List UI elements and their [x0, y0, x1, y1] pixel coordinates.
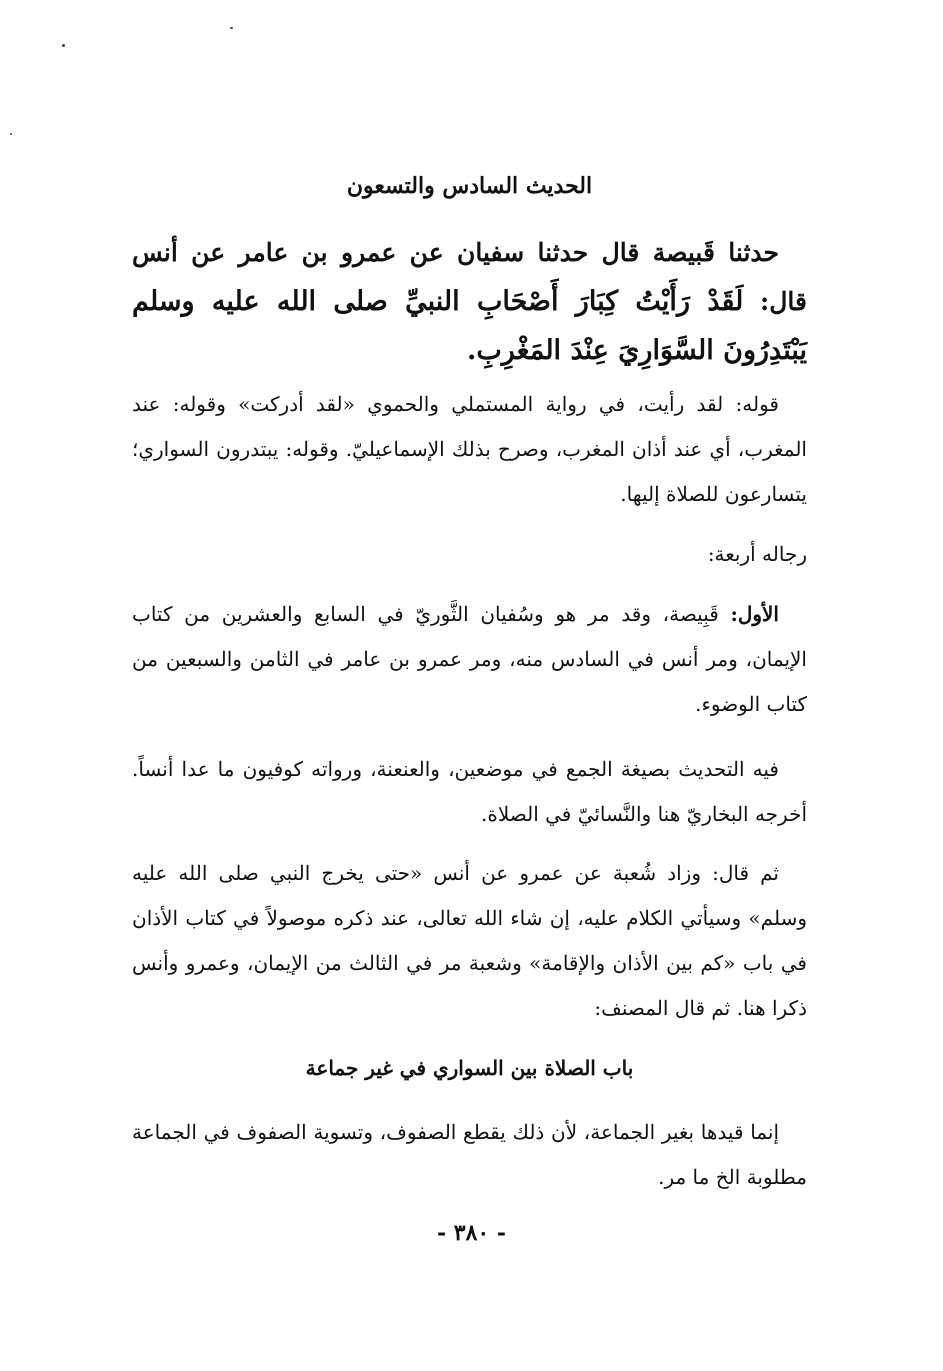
section-title: باب الصلاة بين السواري في غير جماعة [305, 1056, 634, 1080]
commentary-paragraph: قوله: لقد رأيت، في رواية المستملي والحموي «لقد أدركت» وقوله: عند المغرب، أي عند أذان المغرب، وصرح بذلك الإسماعيليّ. وقوله: يبتدرون السواري؛ يتسارعون للصلاة إليها. [132, 392, 807, 506]
section-commentary-paragraph: إنما قيدها بغير الجماعة، لأن ذلك يقطع الصفوف، وتسوية الصفوف في الجماعة مطلوبة الخ ما مر. [132, 1120, 807, 1189]
scan-speck [10, 133, 12, 135]
first-narrator-paragraph [132, 592, 807, 727]
scan-speck [230, 27, 233, 29]
hadith-text [132, 228, 807, 375]
hadith-isnad: حدثنا قَبيصة قال حدثنا سفيان عن عمرو بن عامر عن أنس قال: [132, 238, 807, 316]
chain-notes-paragraph: فيه التحديث بصيغة الجمع في موضعين، والعنعنة، ورواته كوفيون ما عدا أنساً. أخرجه البخاريّ هنا والنَّسائيّ في الصلاة. [132, 757, 807, 826]
narrators-heading: رجاله أربعة: [707, 542, 807, 566]
scan-speck [62, 44, 65, 47]
first-narrator-text: قَبِيصة، وقد مر هو وسُفيان الثَّوريّ في السابع والعشرين من كتاب الإيمان، ومر أنس في السادس منه، ومر عمرو بن عامر في الثامن والسبعين من كتاب الوضوء. [132, 602, 807, 716]
chapter-title: الحديث السادس والتسعون [346, 173, 593, 199]
hadith-matn: لَقَدْ رَأَيْتُ كِبَارَ أَصْحَابِ النبيِّ صلى الله عليه وسلم يَبْتَدِرُونَ السَّوَارِيَ عِنْدَ المَغْرِبِ. [132, 286, 807, 366]
additional-narration-paragraph: ثم قال: وزاد شُعبة عن عمرو عن أنس «حتى يخرج النبي صلى الله عليه وسلم» وسيأتي الكلام عليه، إن شاء الله تعالى، عند ذكره موصولاً في كتاب الأذان في باب «كم بين الأذان والإقامة» وشعبة مر في الثالث من الإيمان، وعمرو وأنس ذكرا هنا. ثم قال المصنف: [132, 861, 807, 1020]
first-label: الأول: [730, 602, 779, 626]
page-number: - ٣٨٠ - [436, 1220, 507, 1246]
